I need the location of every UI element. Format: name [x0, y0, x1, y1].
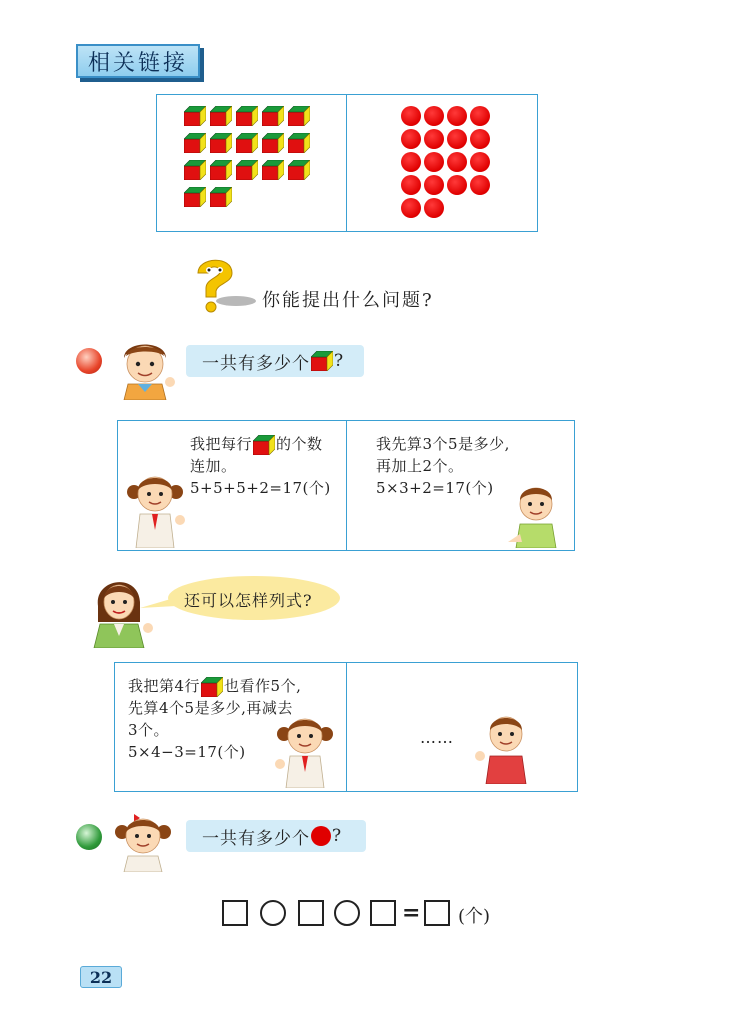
- dot-item: [447, 129, 467, 149]
- methods-panel-2-divider: [346, 663, 347, 791]
- question-bubble-text: 一共有多少个: [202, 353, 310, 374]
- dot-item: [424, 106, 444, 126]
- cube-icon: [311, 351, 333, 371]
- question-bubble-text: 一共有多少个: [202, 828, 310, 849]
- method-2-equation: 5×3+2=17(个): [376, 479, 494, 497]
- unit-label: (个): [458, 906, 491, 927]
- cube-item: [288, 106, 310, 126]
- boy-avatar-icon: [114, 336, 176, 400]
- question-mark-icon: [192, 255, 258, 313]
- dot-item: [447, 106, 467, 126]
- method-2-line-1: 我先算3个5是多少,: [376, 435, 510, 453]
- girl-avatar-icon: [112, 810, 174, 872]
- blank-box-2[interactable]: [298, 900, 324, 926]
- cube-item: [184, 133, 206, 153]
- bullet-red-icon: [76, 348, 102, 374]
- method-1-line-1: [190, 434, 323, 455]
- method-3-line-3: 3个。: [128, 721, 170, 739]
- dot-item: [470, 175, 490, 195]
- blank-box-4[interactable]: [424, 900, 450, 926]
- ellipsis-text: ……: [420, 728, 454, 747]
- cube-icon: [201, 677, 223, 697]
- boy-avatar-icon: [472, 710, 530, 784]
- cube-item: [210, 160, 232, 180]
- bullet-green-icon: [76, 824, 102, 850]
- dot-item: [424, 129, 444, 149]
- dot-item: [447, 152, 467, 172]
- cube-item: [210, 133, 232, 153]
- blank-circle-1[interactable]: [260, 900, 286, 926]
- method-2-line-2: 再加上2个。: [376, 457, 464, 475]
- method-1-line-1-b: 的个数: [276, 435, 323, 453]
- cube-item: [184, 160, 206, 180]
- boy-avatar-icon: [506, 482, 562, 548]
- cube-item: [288, 160, 310, 180]
- method-3-line-1: [128, 676, 301, 697]
- method-1-line-2: 连加。: [190, 457, 237, 475]
- dot-item: [401, 152, 421, 172]
- blank-box-3[interactable]: [370, 900, 396, 926]
- cube-item: [236, 160, 258, 180]
- teacher-bubble-text: 还可以怎样列式?: [184, 591, 313, 610]
- cube-item: [288, 133, 310, 153]
- method-3-line-1-b: 也看作5个,: [224, 677, 302, 695]
- cube-item: [210, 106, 232, 126]
- method-3-equation: 5×4−3=17(个): [128, 743, 246, 761]
- equals-sign: =: [402, 900, 421, 926]
- dot-item: [401, 106, 421, 126]
- dot-item: [401, 129, 421, 149]
- blank-circle-2[interactable]: [334, 900, 360, 926]
- cube-item: [184, 187, 206, 207]
- dot-item: [470, 106, 490, 126]
- dot-item: [424, 175, 444, 195]
- girl-avatar-icon: [274, 712, 336, 788]
- dot-item: [470, 129, 490, 149]
- section-header: 相关链接: [76, 44, 200, 78]
- page-number: 22: [80, 966, 122, 988]
- dot-item: [401, 175, 421, 195]
- cube-item: [184, 106, 206, 126]
- question-bubble-cubes: [186, 345, 364, 377]
- cube-item: [262, 160, 284, 180]
- dot-item: [447, 175, 467, 195]
- dot-item: [470, 152, 490, 172]
- cube-icon: [253, 435, 275, 455]
- question-prompt: 你能提出什么问题?: [262, 290, 434, 311]
- cube-item: [236, 106, 258, 126]
- panel-divider: [346, 95, 347, 231]
- question-mark-text: ?: [334, 351, 345, 371]
- method-3-line-2: 先算4个5是多少,再减去: [128, 699, 293, 717]
- methods-panel-1-divider: [346, 421, 347, 550]
- girl-avatar-icon: [124, 470, 186, 548]
- question-bubble-dots: [186, 820, 366, 852]
- cube-item: [262, 133, 284, 153]
- method-1-line-1-a: 我把每行: [190, 435, 253, 453]
- cube-item: [262, 106, 284, 126]
- question-mark-text: ?: [332, 826, 343, 846]
- dot-item: [401, 198, 421, 218]
- method-1-equation: 5+5+5+2=17(个): [190, 479, 331, 497]
- cube-item: [236, 133, 258, 153]
- red-dot-icon: [311, 826, 331, 846]
- method-3-line-1-a: 我把第4行: [128, 677, 201, 695]
- dot-item: [424, 152, 444, 172]
- dot-item: [424, 198, 444, 218]
- blank-box-1[interactable]: [222, 900, 248, 926]
- cube-item: [210, 187, 232, 207]
